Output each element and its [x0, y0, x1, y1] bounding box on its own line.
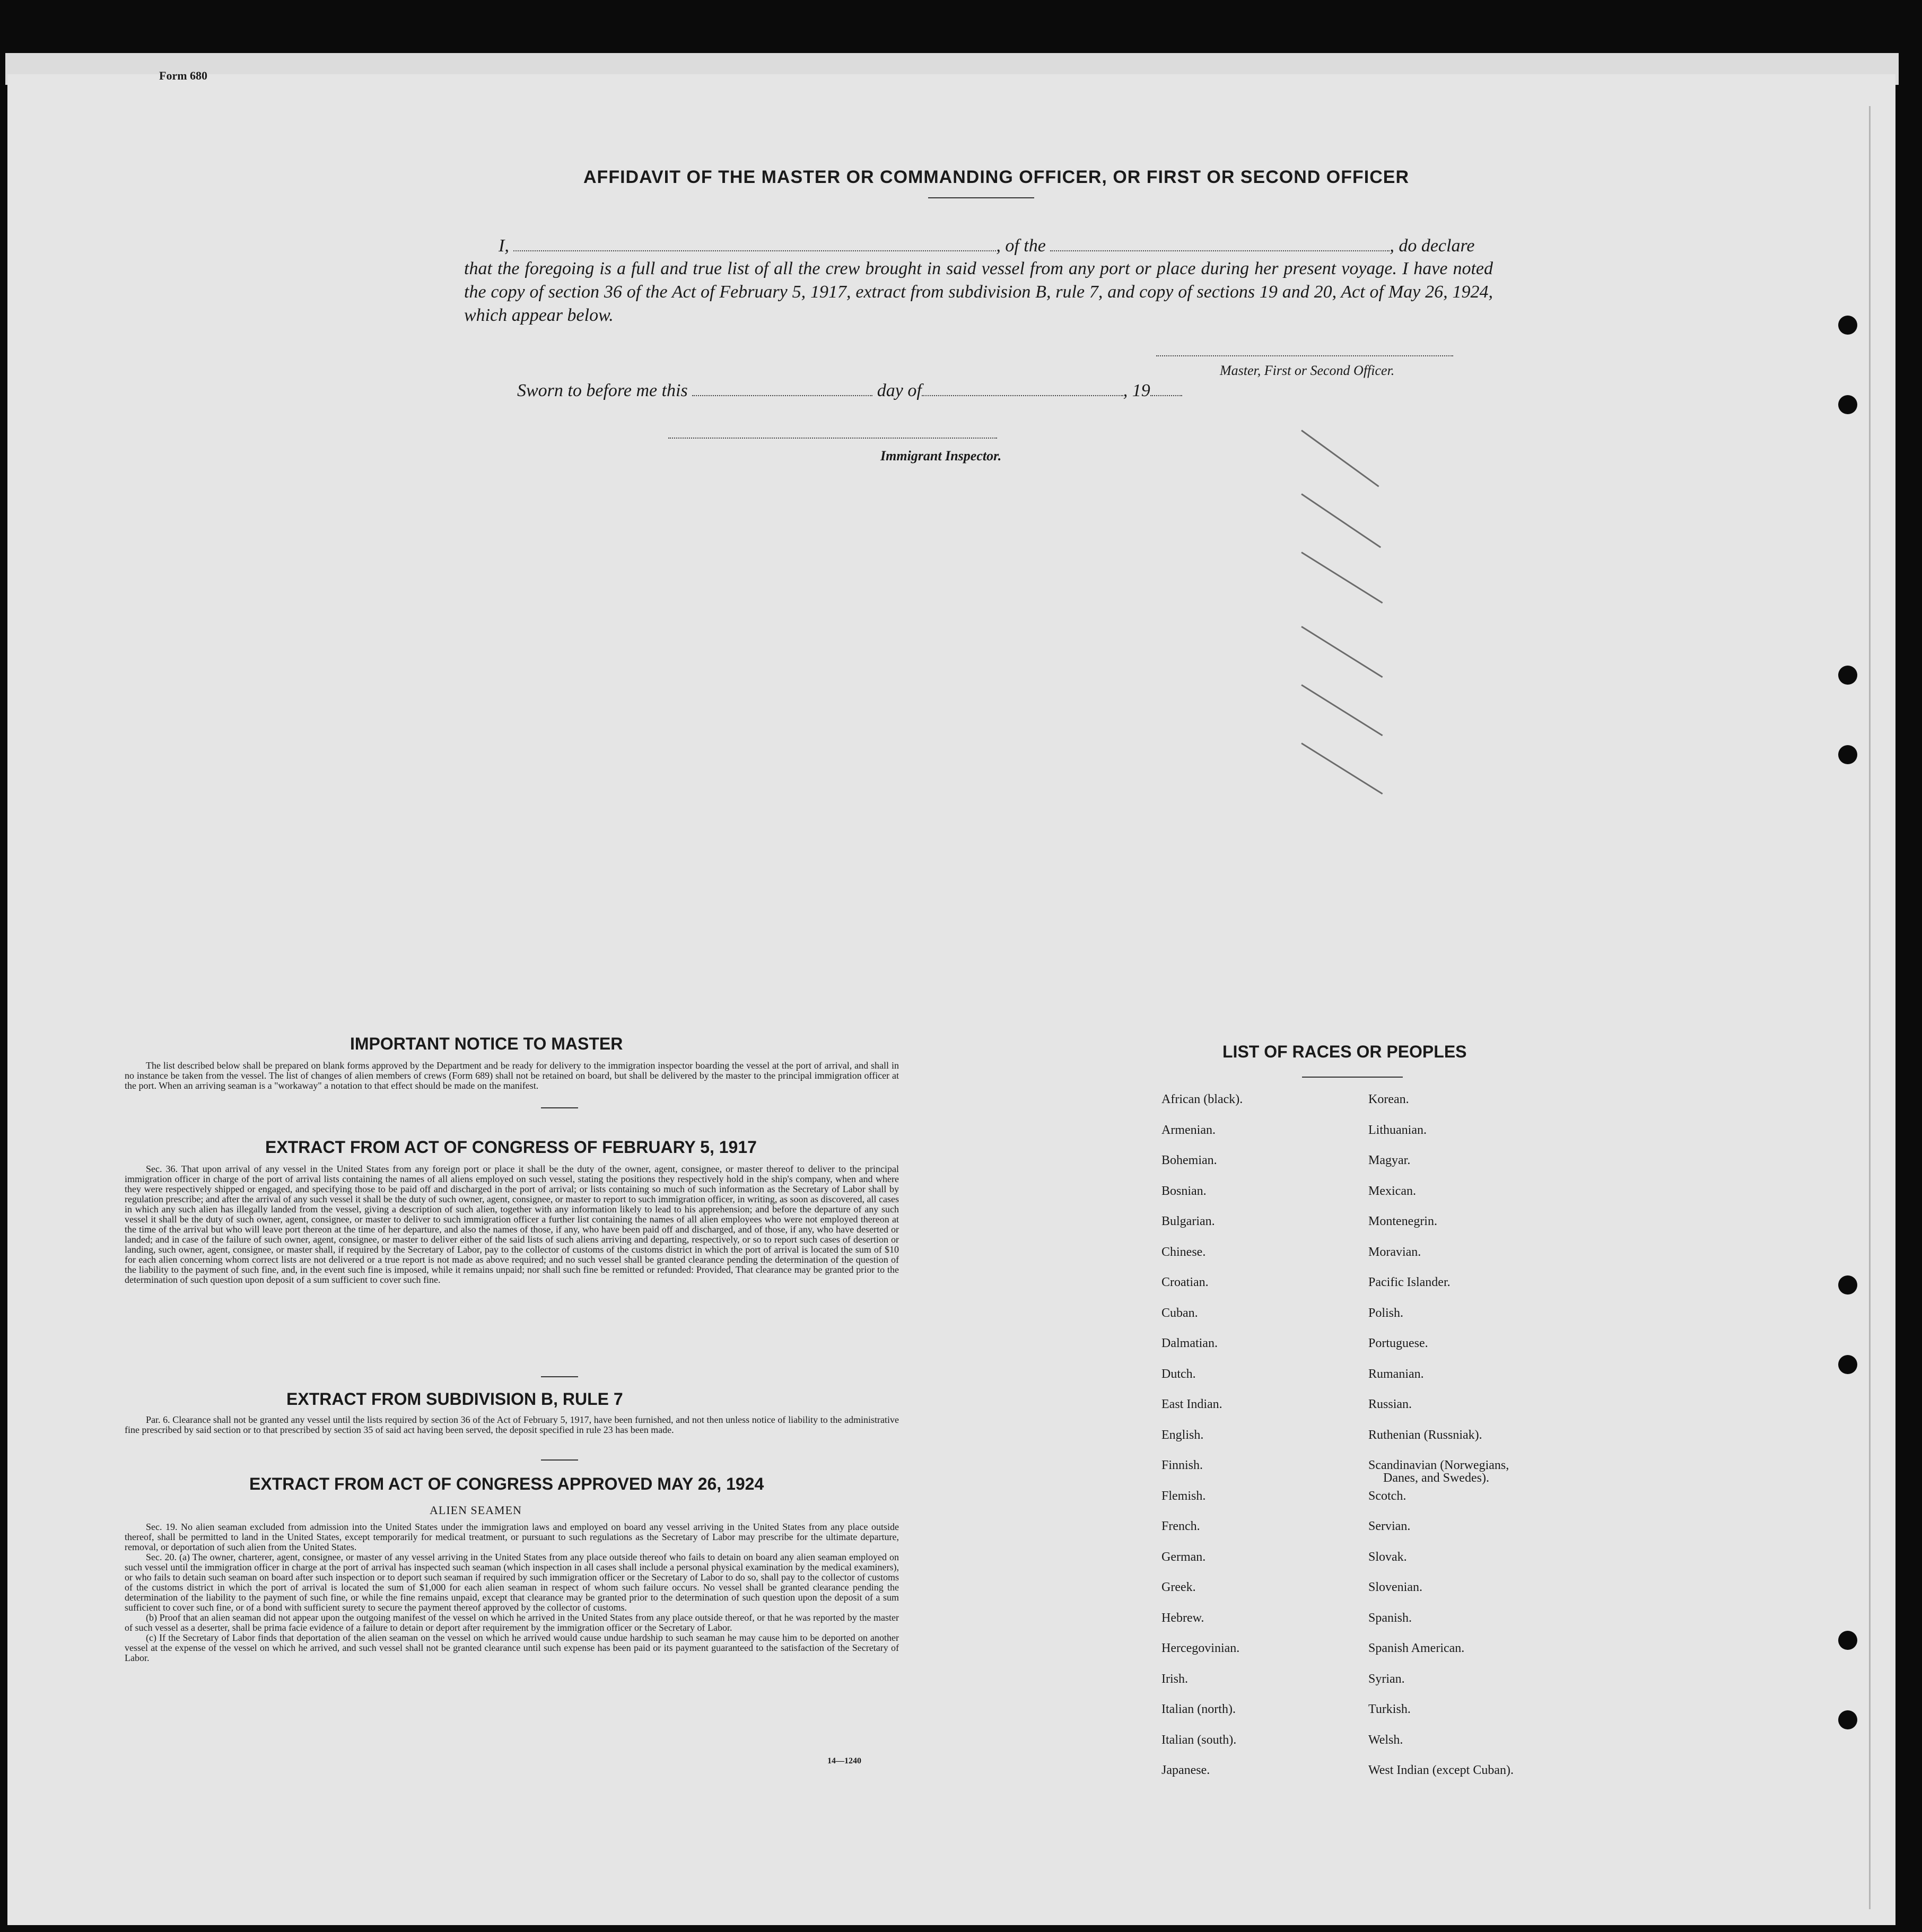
race-item: Bosnian. — [1161, 1184, 1207, 1198]
affidavit-body: that the foregoing is a full and true list of all the crew brought in said vessel from any port or place during her present voyage. I have noted the copy of section 36 of the Act of February 5, 1917, extract from subdivision B, rule 7, and copy of sections 19 and 20, Act of May 26, 1924, which appear below. — [464, 259, 1493, 325]
binder-hole — [1838, 1710, 1857, 1729]
notice-heading: IMPORTANT NOTICE TO MASTER — [350, 1034, 623, 1053]
race-item: Irish. — [1161, 1672, 1188, 1686]
race-item: Dutch. — [1161, 1367, 1196, 1381]
race-item: Polish. — [1368, 1306, 1404, 1320]
race-item: Chinese. — [1161, 1245, 1206, 1259]
binder-hole — [1838, 316, 1857, 335]
extract-1917-body: Sec. 36. That upon arrival of any vessel in the United States from any foreign port or place it shall be the duty of the owner, agent, consignee, or master thereof to deliver to the principal immigration officer in charge of the port of arrival lists containing the names of all aliens employed on such vessel, stating the positions they respectively hold in the ship's company, when and where they were respectively shipped or engaged, and specifying those to be paid off and discharged in the port of arrival; or lists containing so much of such information as the Secretary of Labor shall by regulation prescribe; and after the arrival of any such vessel it shall be the duty of such owner, agent, consignee, or master to report to such immigration officer, in writing, as soon as discovered, all cases in which any such alien has illegally landed from the vessel, giving a description of such alien, together with any information likely to lead to his apprehension; and before the departure of any such vessel it shall be the duty of such owner, agent, consignee, or master to deliver to such immigration officer a further list containing the names of all alien employees who were not employed thereon at the time of the arrival but who will leave port thereon at the time of her departure, and also the names of those, if any, who have been paid off and discharged, and of those, if any, who have deserted or landed; and in case of the failure of such owner, agent, consignee, or master to deliver either of the said lists of such aliens arriving and departing, respectively, or so to report such cases of desertion or landing, such owner, agent, consignee, or master shall, if required by the Secretary of Labor, pay to the collector of customs of the customs district in which the port of arrival is located the sum of $10 for each alien concerning whom correct lists are not delivered or a true report is not made as above required; and no such vessel shall be granted clearance pending the determination of the question of the liability to the payment of such fine, and, in the event such fine is imposed, while it remains unpaid; nor shall such fine be remitted or refunded: Provided, That clearance may be granted prior to the determination of such question upon deposit of a sum sufficient to cover such fine. — [125, 1164, 899, 1285]
race-item: Scandinavian (Norwegians, — [1368, 1458, 1509, 1472]
race-item: German. — [1161, 1550, 1206, 1564]
extract-1917-heading: EXTRACT FROM ACT OF CONGRESS OF FEBRUARY 5, 1917 — [265, 1138, 757, 1157]
sec-20b-paragraph: (b) Proof that an alien seaman did not appear upon the outgoing manifest of the vessel on which he arrived in the United States from any place outside thereof, or that he was reported by the master of such vessel as a deserter, shall be prima facie evidence of a failure to detain or deport after requirement by the immigration officer or the Secretary of Labor. — [125, 1612, 899, 1633]
affidavit-declaration-line — [499, 236, 1496, 256]
pencil-mark — [1301, 684, 1383, 736]
race-item: Russian. — [1368, 1397, 1412, 1411]
race-item: Montenegrin. — [1368, 1214, 1437, 1228]
sworn-prefix: Sworn to before me this — [517, 381, 688, 400]
race-item: Danes, and Swedes). — [1383, 1471, 1489, 1485]
sworn-year: , 19 — [1123, 381, 1150, 400]
sec-19-paragraph: Sec. 19. No alien seaman excluded from admission into the United States under the immigration laws and employed on board any vessel arriving in the United States from any place outside thereof, shall be permitted to land in the United States, except temporarily for medical treatment, or pursuant to such regulations as the Secretary of Labor may prescribe for the ultimate departure, removal, or deportation of such alien from the United States. — [125, 1522, 899, 1552]
binder-hole — [1838, 745, 1857, 764]
notice-body: The list described below shall be prepared on blank forms approved by the Department and be ready for delivery to the immigration inspector boarding the vessel at the port of arrival, and shall in no instance be taken from the vessel. The list of changes of alien members of crews (Form 689) shall not be retained on board, but shall be delivered by the master to the principal immigration officer at the port. When an arriving seaman is a "workaway" a notation to that effect should be made on the manifest. — [125, 1060, 899, 1091]
race-item: East Indian. — [1161, 1397, 1222, 1411]
heading-rule — [928, 197, 1034, 198]
race-item: French. — [1161, 1519, 1200, 1533]
race-item: Slovenian. — [1368, 1580, 1422, 1594]
extract-1924-body — [125, 1522, 899, 1663]
section-rule — [541, 1459, 578, 1461]
month-blank[interactable] — [922, 383, 1123, 396]
race-item: Japanese. — [1161, 1763, 1210, 1777]
race-item: Cuban. — [1161, 1306, 1198, 1320]
races-heading: LIST OF RACES OR PEOPLES — [1222, 1042, 1467, 1061]
race-item: Bohemian. — [1161, 1153, 1217, 1167]
binder-hole — [1838, 395, 1857, 414]
vessel-blank[interactable] — [1050, 239, 1390, 251]
inspector-signature-line[interactable] — [668, 438, 997, 439]
extract-rule7-heading: EXTRACT FROM SUBDIVISION B, RULE 7 — [286, 1389, 623, 1409]
race-item: Spanish. — [1368, 1611, 1412, 1625]
form-page — [7, 69, 1895, 1925]
binder-hole — [1838, 1275, 1857, 1295]
affidavit-i-label: I, — [499, 236, 509, 256]
race-item: Rumanian. — [1368, 1367, 1424, 1381]
race-item: Scotch. — [1368, 1489, 1406, 1503]
race-item: Finnish. — [1161, 1458, 1203, 1472]
race-item: West Indian (except Cuban). — [1368, 1763, 1514, 1777]
race-item: Mexican. — [1368, 1184, 1416, 1198]
race-item: Hebrew. — [1161, 1611, 1204, 1625]
affidavit-heading: AFFIDAVIT OF THE MASTER OR COMMANDING OFFICER, OR FIRST OR SECOND OFFICER — [583, 167, 1409, 187]
race-item: Magyar. — [1368, 1153, 1411, 1167]
race-item: Bulgarian. — [1161, 1214, 1215, 1228]
race-item: English. — [1161, 1428, 1204, 1442]
race-item: Italian (south). — [1161, 1733, 1237, 1747]
race-item: Lithuanian. — [1368, 1123, 1427, 1137]
race-item: Syrian. — [1368, 1672, 1405, 1686]
binder-hole — [1838, 1355, 1857, 1374]
day-blank[interactable] — [692, 383, 872, 396]
section-rule — [541, 1107, 578, 1108]
race-item: Dalmatian. — [1161, 1336, 1218, 1350]
name-blank[interactable] — [513, 239, 996, 251]
race-item: Welsh. — [1368, 1733, 1403, 1747]
pencil-mark — [1301, 742, 1383, 794]
race-item: Greek. — [1161, 1580, 1196, 1594]
race-item: Hercegovinian. — [1161, 1641, 1240, 1655]
race-item: Slovak. — [1368, 1550, 1407, 1564]
inspector-signature-caption: Immigrant Inspector. — [880, 448, 1002, 464]
race-item: Croatian. — [1161, 1275, 1209, 1289]
race-item: Servian. — [1368, 1519, 1411, 1533]
race-item: Spanish American. — [1368, 1641, 1465, 1655]
master-signature-line[interactable] — [1156, 355, 1453, 356]
year-blank[interactable] — [1150, 383, 1182, 396]
page-fold-line — [1869, 106, 1871, 1909]
footer-form-code: 14—1240 — [827, 1756, 861, 1765]
binder-hole — [1838, 666, 1857, 685]
sec-20c-paragraph: (c) If the Secretary of Labor finds that deportation of the alien seaman on the vessel on which he arrived would cause undue hardship to such seaman he may cause him to be deported on another vessel at the expense of the vessel on which he arrived, and such vessel shall not be granted clearance until such expense has been paid or its payment guaranteed to the satisfaction of the Secretary of Labor. — [125, 1632, 899, 1663]
race-item: Korean. — [1368, 1092, 1409, 1106]
extract-1924-subheading: ALIEN SEAMEN — [430, 1503, 522, 1517]
races-rule — [1302, 1077, 1403, 1078]
pencil-mark — [1301, 430, 1379, 487]
affidavit-of-the-label: , of the — [996, 236, 1046, 256]
section-rule — [541, 1376, 578, 1377]
sworn-day-of: day of — [877, 381, 922, 400]
race-item: Ruthenian (Russniak). — [1368, 1428, 1482, 1442]
master-signature-caption: Master, First or Second Officer. — [1220, 363, 1395, 378]
race-item: Turkish. — [1368, 1702, 1411, 1716]
race-item: Portuguese. — [1368, 1336, 1428, 1350]
race-item: Italian (north). — [1161, 1702, 1236, 1716]
extract-1924-heading: EXTRACT FROM ACT OF CONGRESS APPROVED MAY 26, 1924 — [249, 1474, 764, 1493]
extract-rule7-body: Par. 6. Clearance shall not be granted any vessel until the lists required by section 36 of the Act of February 5, 1917, have been furnished, and not then unless notice of liability to the administrative fine prescribed by said section or to that prescribed by section 35 of said act having been served, the deposit specified in rule 23 has been made. — [125, 1414, 899, 1435]
sec-20a-paragraph: Sec. 20. (a) The owner, charterer, agent, consignee, or master of any vessel arriving in the United States from any place outside thereof who fails to detain on board any alien seaman employed on such vessel until the immigration officer in charge at the port of arrival has inspected such seaman (which inspection in all cases shall include a personal physical examination by the medical examiners), or who fails to detain such seaman on board after such inspection or to deport such seaman if required by such immigration officer or the Secretary of Labor to do so, shall pay to the collector of customs of the customs district in which the port of arrival is located the sum of $1,000 for each alien seaman in respect of whom such failure occurs. No vessel shall be granted clearance pending the determination of the liability to the payment of such fine, or while the fine remains unpaid, except that clearance may be granted prior to the determination of such question upon the deposit of a sum sufficient to cover such fine, or of a bond with sufficient surety to secure the payment thereof approved by the collector of customs. — [125, 1552, 899, 1613]
binder-hole — [1838, 1631, 1857, 1650]
pencil-mark — [1301, 626, 1383, 678]
sworn-line — [517, 381, 1182, 401]
form-number: Form 680 — [159, 69, 208, 82]
race-item: Pacific Islander. — [1368, 1275, 1451, 1289]
pencil-mark — [1301, 493, 1381, 548]
pencil-mark — [1301, 552, 1383, 604]
affidavit-declare-label: , do declare — [1390, 236, 1475, 256]
race-item: Armenian. — [1161, 1123, 1216, 1137]
race-item: Flemish. — [1161, 1489, 1206, 1503]
race-item: African (black). — [1161, 1092, 1243, 1106]
race-item: Moravian. — [1368, 1245, 1421, 1259]
